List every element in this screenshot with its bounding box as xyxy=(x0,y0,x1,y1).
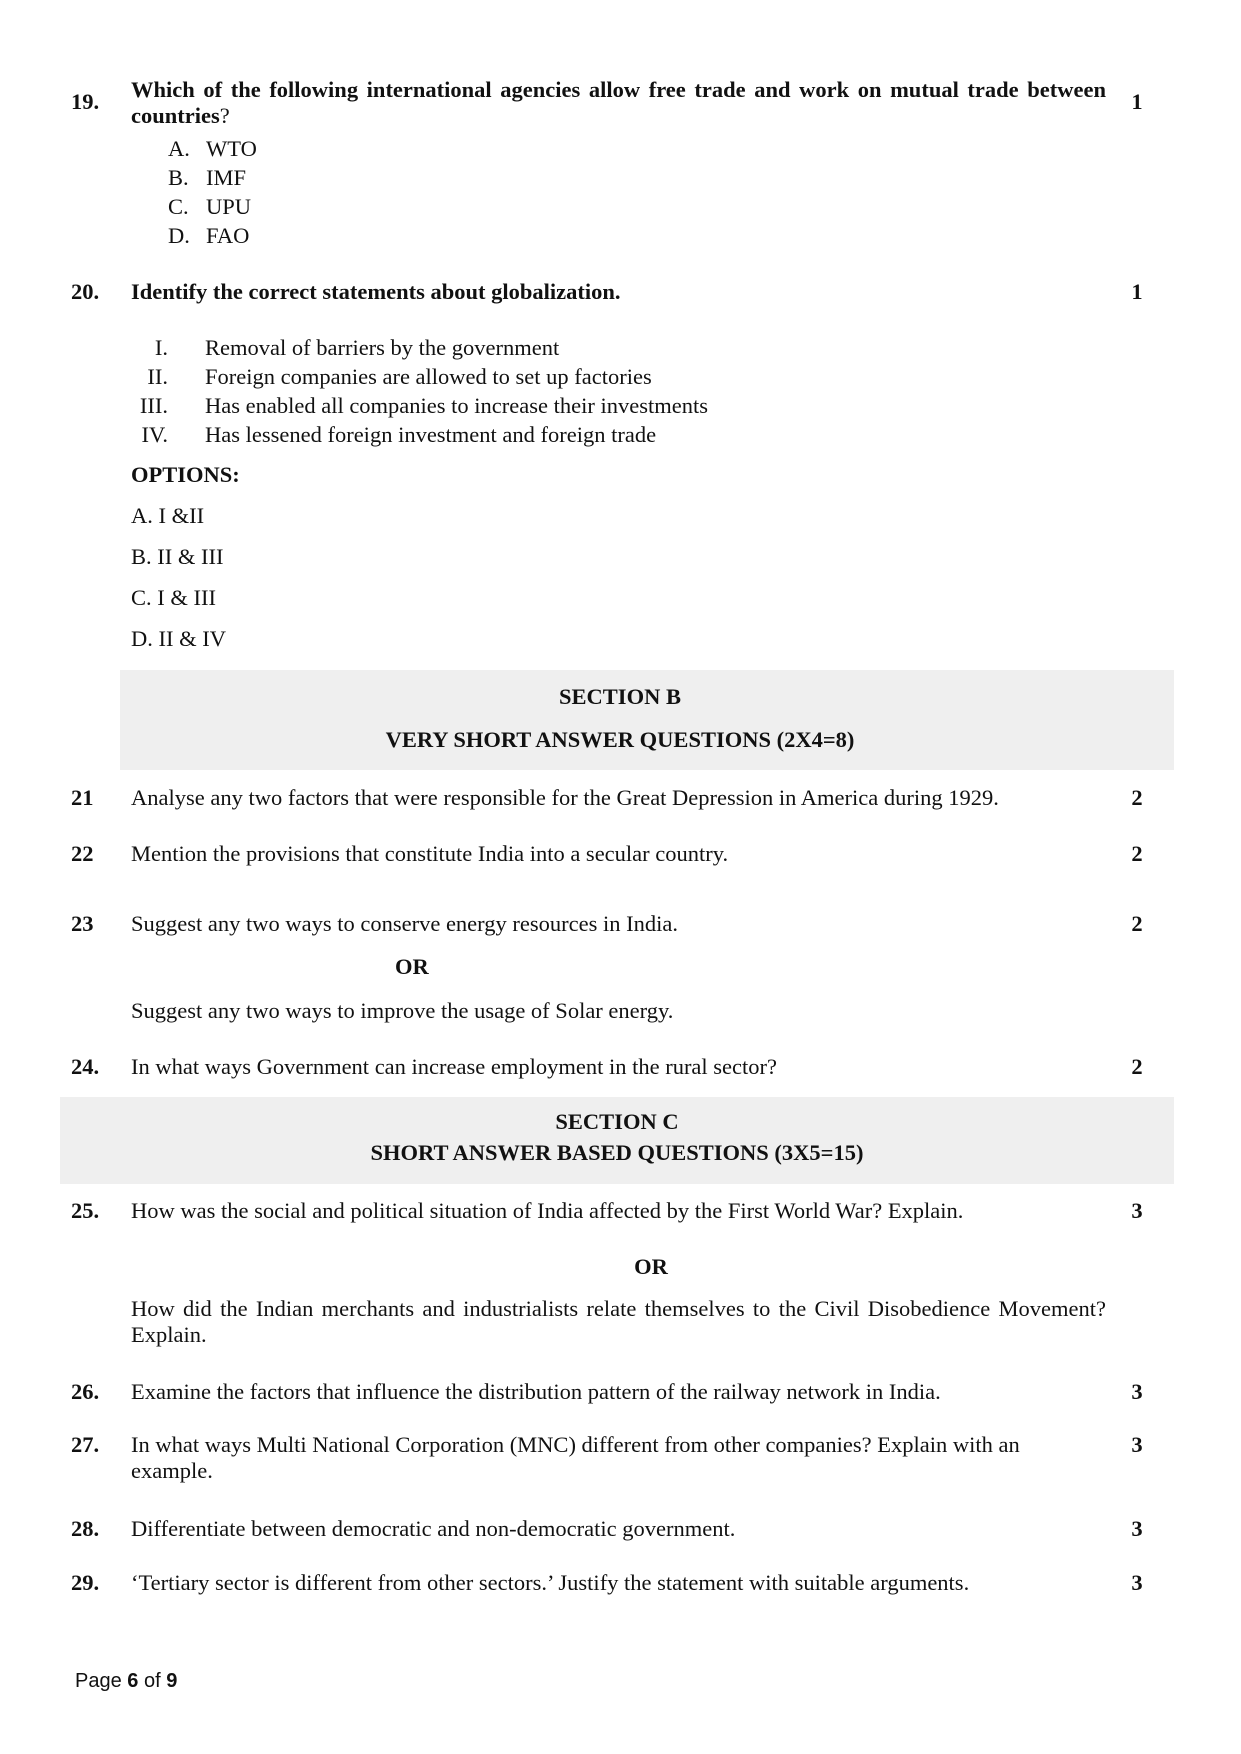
question-mark: 3 xyxy=(1131,1379,1143,1404)
statement-label: III. xyxy=(139,393,168,418)
question-number: 24. xyxy=(71,1054,100,1079)
question-mark: 2 xyxy=(1131,785,1143,810)
option-item xyxy=(168,134,257,163)
option-item xyxy=(168,163,257,192)
question-mark: 2 xyxy=(1131,911,1143,936)
answer-option: C. I & III xyxy=(131,585,216,610)
question-text: ‘Tertiary sector is different from other sectors.’ Justify the statement with suitable arguments. xyxy=(131,1570,970,1595)
option-text: WTO xyxy=(206,136,257,161)
statement-label: I. xyxy=(154,335,168,360)
option-item xyxy=(168,221,257,250)
question-number: 21 xyxy=(71,785,94,810)
question-number: 23 xyxy=(71,911,94,936)
statement-text: Has enabled all companies to increase their investments xyxy=(205,393,708,418)
options-heading: OPTIONS: xyxy=(131,462,240,487)
question-text: Examine the factors that influence the distribution pattern of the railway network in India. xyxy=(131,1379,941,1404)
question-number: 26. xyxy=(71,1379,100,1404)
page-number xyxy=(75,1670,177,1693)
option-list xyxy=(168,134,257,250)
question-mark: 1 xyxy=(1131,89,1143,114)
statement-label: IV. xyxy=(141,422,168,447)
question-text xyxy=(131,77,1106,129)
total-pages: 9 xyxy=(166,1670,178,1692)
question-number: 19. xyxy=(71,89,100,114)
statement-item xyxy=(118,333,708,362)
question-text: In what ways Government can increase employment in the rural sector? xyxy=(131,1054,778,1079)
question-text: Mention the provisions that constitute India into a secular country. xyxy=(131,841,729,866)
section-b-header xyxy=(120,670,1174,770)
statement-text: Has lessened foreign investment and foreign trade xyxy=(205,422,657,447)
question-mark: 2 xyxy=(1131,1054,1143,1079)
section-title: SECTION B xyxy=(559,684,681,709)
question-number: 29. xyxy=(71,1570,100,1595)
question-number: 27. xyxy=(71,1432,100,1457)
statement-text: Removal of barriers by the government xyxy=(205,335,560,360)
question-mark: 3 xyxy=(1131,1570,1143,1595)
statement-item xyxy=(118,362,708,391)
question-text: Suggest any two ways to conserve energy resources in India. xyxy=(131,911,678,936)
page-word: Page xyxy=(75,1670,122,1692)
statement-item xyxy=(118,420,708,449)
or-separator: OR xyxy=(395,954,429,979)
option-label: C. xyxy=(168,194,189,219)
question-mark: 3 xyxy=(1131,1516,1143,1541)
question-number: 20. xyxy=(71,279,100,304)
statement-label: II. xyxy=(147,364,168,389)
question-text: Analyse any two factors that were responsible for the Great Depression in America during 1929. xyxy=(131,785,999,810)
question-text: In what ways Multi National Corporation (MNC) different from other companies? Explain with an example. xyxy=(131,1432,1020,1483)
statement-item xyxy=(118,391,708,420)
current-page: 6 xyxy=(127,1670,139,1692)
alternative-question-text: Suggest any two ways to improve the usage of Solar energy. xyxy=(131,998,674,1023)
question-text-tail: ? xyxy=(219,103,230,128)
option-text: IMF xyxy=(206,165,247,190)
question-number: 28. xyxy=(71,1516,100,1541)
question-mark: 1 xyxy=(1131,279,1143,304)
answer-option: D. II & IV xyxy=(131,626,226,651)
question-number: 22 xyxy=(71,841,94,866)
section-subtitle: VERY SHORT ANSWER QUESTIONS (2X4=8) xyxy=(385,727,855,752)
question-mark: 3 xyxy=(1131,1432,1143,1457)
question-mark: 2 xyxy=(1131,841,1143,866)
section-subtitle: SHORT ANSWER BASED QUESTIONS (3X5=15) xyxy=(370,1140,864,1165)
section-title: SECTION C xyxy=(555,1109,679,1134)
or-separator: OR xyxy=(634,1254,668,1279)
section-c-header xyxy=(60,1097,1174,1184)
statement-list xyxy=(118,333,708,449)
alternative-question-text: How did the Indian merchants and industrialists relate themselves to the Civil Disobedience Movement? Explain. xyxy=(131,1296,1106,1347)
answer-option: B. II & III xyxy=(131,544,224,569)
option-text: UPU xyxy=(206,194,252,219)
question-text: How was the social and political situation of India affected by the First World War? Explain. xyxy=(131,1198,964,1223)
question-text-main: Which of the following international agencies allow free trade and work on mutual trade between countries xyxy=(131,77,1106,128)
option-label: A. xyxy=(168,136,190,161)
of-word: of xyxy=(143,1670,161,1692)
option-item xyxy=(168,192,257,221)
question-number: 25. xyxy=(71,1198,100,1223)
option-text: FAO xyxy=(206,223,250,248)
statement-text: Foreign companies are allowed to set up factories xyxy=(205,364,652,389)
option-label: B. xyxy=(168,165,189,190)
question-text: Differentiate between democratic and non-democratic government. xyxy=(131,1516,736,1541)
option-label: D. xyxy=(168,223,190,248)
question-text: Identify the correct statements about globalization. xyxy=(131,279,621,304)
question-mark: 3 xyxy=(1131,1198,1143,1223)
answer-option: A. I &II xyxy=(131,503,205,528)
